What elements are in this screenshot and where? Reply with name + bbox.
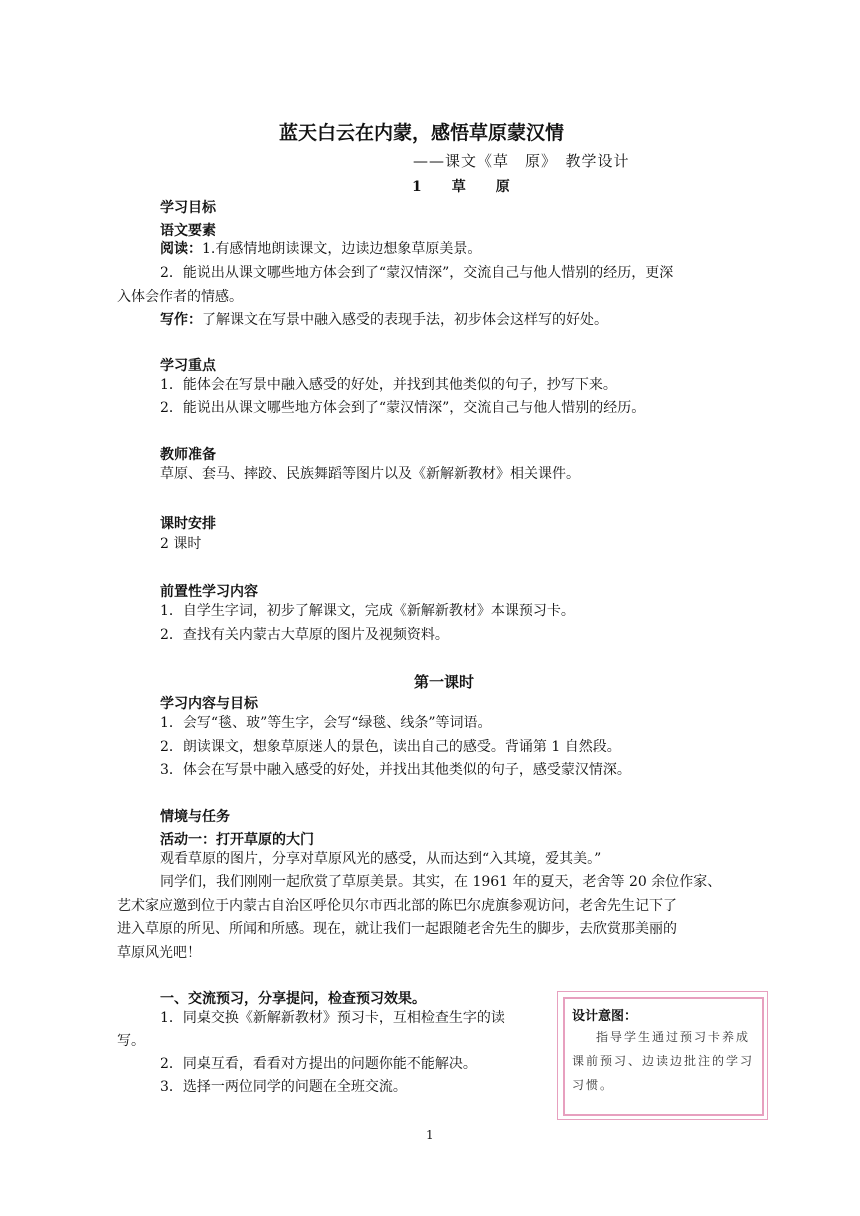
first-class-heading: 第一课时 <box>414 673 475 691</box>
reading-goal-2-line-1: 2．能说出从课文哪些地方体会到了“蒙汉情深”，交流自己与他人惜别的经历，更深 <box>160 265 674 281</box>
section-heading-schedule: 课时安排 <box>160 516 216 532</box>
pre-study-item: 2．查找有关内蒙古大草原的图片及视频资料。 <box>160 627 449 643</box>
schedule-text: 2 课时 <box>160 536 202 552</box>
objective-item: 1．会写“毯、玻”等生字，会写“绿毯、线条”等词语。 <box>160 715 492 731</box>
page-title: 蓝天白云在内蒙，感悟草原蒙汉情 <box>279 122 565 144</box>
reading-goal-1 <box>160 238 481 261</box>
activity-heading: 活动一：打开草原的大门 <box>160 832 314 848</box>
design-note-text: 指导学生通过预习卡养成课前预习、边读边批注的学习习惯。 <box>572 1030 755 1092</box>
situation-paragraph-2-line: 艺术家应邀到位于内蒙古自治区呼伦贝尔市西北部的陈巴尔虎旗参观访问，老舍先生记下了 <box>117 898 677 914</box>
situation-heading: 情境与任务 <box>160 809 230 825</box>
writing-goal-text: 了解课文在写景中融入感受的表现手法，初步体会这样写的好处。 <box>202 312 608 328</box>
writing-goal <box>160 309 608 332</box>
section-heading-goals: 学习目标 <box>160 200 216 216</box>
reading-goal-1-text: 1.有感情地朗读课文，边读边想象草原美景。 <box>202 241 482 257</box>
situation-paragraph-2-line: 草原风光吧！ <box>117 945 201 961</box>
section-heading-key-points: 学习重点 <box>160 358 216 374</box>
objective-item: 2．朗读课文，想象草原迷人的景色，读出自己的感受。背诵第 1 自然段。 <box>160 739 621 755</box>
situation-paragraph-2-line: 进入草原的所见、所闻和所感。现在，就让我们一起跟随老舍先生的脚步，去欣赏那美丽的 <box>117 921 677 937</box>
design-note-title: 设计意图： <box>572 1009 638 1024</box>
section-heading-pre-study: 前置性学习内容 <box>160 584 258 600</box>
key-point-item: 2．能说出从课文哪些地方体会到了“蒙汉情深”，交流自己与他人惜别的经历。 <box>160 400 646 416</box>
section-one-item-2: 2．同桌互看，看看对方提出的问题你能不能解决。 <box>160 1056 477 1072</box>
page-number: 1 <box>426 1128 434 1142</box>
writing-label: 写作： <box>160 312 202 328</box>
page-subtitle: ——课文《草 原》 教学设计 <box>413 152 630 170</box>
reading-label: 阅读： <box>160 241 202 257</box>
lesson-heading: 1 草 原 <box>412 179 518 195</box>
objectives-heading: 学习内容与目标 <box>160 696 258 712</box>
section-heading-teacher-prep: 教师准备 <box>160 447 216 463</box>
section-one-heading: 一、交流预习，分享提问，检查预习效果。 <box>160 991 426 1007</box>
section-one-item-3: 3．选择一两位同学的问题在全班交流。 <box>160 1079 407 1095</box>
situation-paragraph-2-line: 同学们，我们刚刚一起欣赏了草原美景。其实，在 1961 年的夏天，老舍等 20 余位作家、 <box>160 874 722 890</box>
teacher-prep-text: 草原、套马、摔跤、民族舞蹈等图片以及《新解新教材》相关课件。 <box>160 466 580 482</box>
section-one-item-1-line-1: 1．同桌交换《新解新教材》预习卡，互相检查生字的读 <box>160 1010 505 1026</box>
pre-study-item: 1．自学生字词，初步了解课文，完成《新解新教材》本课预习卡。 <box>160 603 575 619</box>
situation-paragraph-1: 观看草原的图片，分享对草原风光的感受，从而达到“入其境，爱其美。” <box>160 851 602 867</box>
objective-item: 3．体会在写景中融入感受的好处，并找出其他类似的句子，感受蒙汉情深。 <box>160 762 631 778</box>
key-point-item: 1．能体会在写景中融入感受的好处，并找到其他类似的句子，抄写下来。 <box>160 377 617 393</box>
subheading-language-elements: 语文要素 <box>160 223 216 239</box>
section-one-item-1-line-2: 写。 <box>117 1033 145 1049</box>
reading-goal-2-line-2: 入体会作者的情感。 <box>117 289 243 305</box>
